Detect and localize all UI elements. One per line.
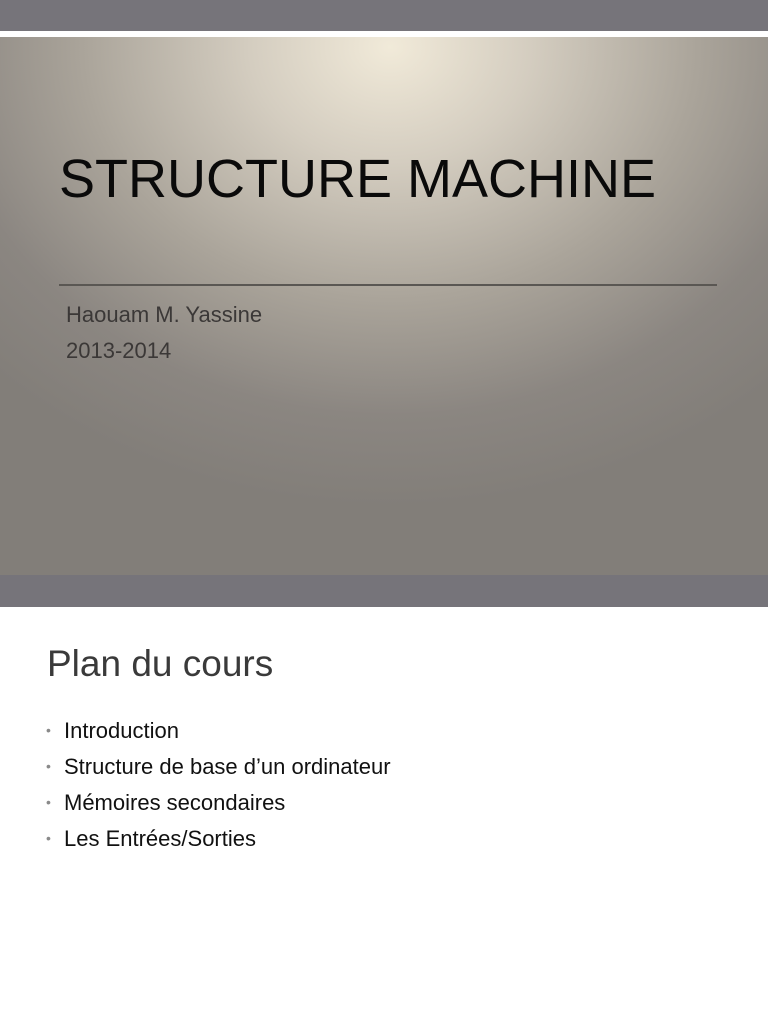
slide-title: STRUCTURE MACHINE [59, 149, 657, 209]
bullet-icon: • [46, 758, 51, 774]
academic-year: 2013-2014 [66, 338, 172, 363]
bullet-icon: • [46, 794, 51, 810]
bullet-icon: • [46, 830, 51, 846]
plan-list [44, 715, 391, 859]
plan-slide [0, 607, 768, 1024]
list-item-label: Structure de base d’un ordinateur [64, 754, 391, 779]
list-item-label: Mémoires secondaires [64, 790, 286, 815]
list-item-label: Les Entrées/Sorties [64, 826, 256, 851]
slide-bottom-bar [0, 575, 768, 607]
list-item [44, 751, 391, 787]
plan-title: Plan du cours [47, 643, 274, 684]
bullet-icon: • [46, 722, 51, 738]
title-divider [59, 284, 717, 286]
list-item [44, 787, 391, 823]
author-name: Haouam M. Yassine [66, 302, 263, 327]
list-item [44, 715, 391, 751]
list-item [44, 823, 391, 859]
slide-top-bar [0, 0, 768, 31]
list-item-label: Introduction [64, 718, 179, 743]
